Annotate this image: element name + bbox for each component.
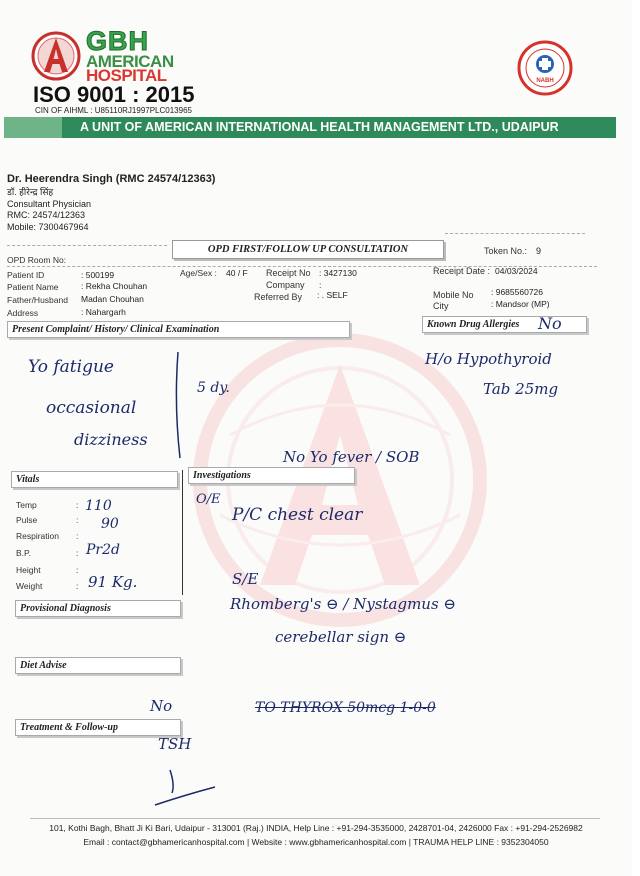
address: : Nahargarh [81,307,126,317]
patient-id-label: Patient ID [7,270,45,280]
vital-pulse-label: Pulse [16,515,38,525]
hw-inv-2: P/C chest clear [232,505,363,525]
doctor-name-hindi: डॉ. हीरेन्द्र सिंह [7,187,54,197]
token-label: Token No.: [484,246,528,256]
hw-complaint-1: Yo fatigue [28,357,114,377]
hw-history-1: H/o Hypothyroid [425,350,552,368]
father-label: Father/Husband [7,295,68,305]
receipt-no-label: Receipt No [266,268,311,278]
brand-american: AMERICAN [86,52,174,71]
hw-weight-value: 91 Kg. [88,573,138,591]
city-label: City [433,301,449,311]
hw-allergy: No [538,314,562,333]
receipt-no: : 3427130 [319,268,357,278]
doctor-name: Dr. Heerendra Singh (RMC 24574/12363) [7,173,216,185]
referred-by: : . SELF [317,290,348,300]
section-treatment: Treatment & Follow-up [15,719,181,736]
nabh-label: NABH [536,78,554,84]
mobile-label: Mobile No [433,290,474,300]
hw-inv-4: Rhomberg's ⊖ / Nystagmus ⊖ [230,595,456,613]
brand-gbh: GBH [86,26,149,56]
mobile-no: : 9685560726 [491,287,543,297]
hw-bp-value: Pr2d [86,542,120,558]
hw-treatment-2: No [150,697,173,715]
hw-complaint-3: dizziness [74,430,148,449]
hw-inv-1: O/E [196,492,221,507]
hw-inv-5: cerebellar sign ⊖ [275,628,407,646]
section-investigations: Investigations [188,467,355,484]
vital-bp-label: B.P. [16,548,31,558]
section-vitals: Vitals [11,471,178,488]
doctor-block [7,187,91,233]
patient-name: : Rekha Chouhan [81,281,148,291]
hw-bracket [168,350,188,460]
hospital-logo-icon [30,30,82,82]
hw-treatment-3: TSH [158,735,192,753]
hw-treatment-1: TO THYROX 50mcg 1-0-0 [255,700,436,716]
referred-label: Referred By [254,292,303,302]
vital-height-label: Height [16,565,41,575]
doctor-mobile: Mobile: 7300467964 [7,221,89,232]
father-name: Madan Chouhan [81,294,144,304]
age-sex: 40 / F [226,268,248,278]
section-allergies: Known Drug Allergies [422,316,587,333]
hw-inv-3: S/E [232,570,259,588]
nabh-seal-icon [517,40,573,96]
footer-contact: Email : contact@gbhamericanhospital.com | Website : www.gbhamericanhospital.com | TRAUMA HELP LINE : 9352304050 [83,837,549,847]
company-label: Company [266,280,305,290]
section-diagnosis: Provisional Diagnosis [15,600,181,617]
age-sex-label: Age/Sex : [180,268,217,278]
patient-id: : 500199 [81,270,115,280]
hw-inv-note: No Yo fever / SOB [283,448,420,466]
hw-duration: 5 dy. [197,380,230,396]
vital-respiration-label: Respiration [16,531,59,541]
header-band-text: A UNIT OF AMERICAN INTERNATIONAL HEALTH MANAGEMENT LTD., UDAIPUR [80,120,559,134]
iso-certification: ISO 9001 : 2015 [33,82,195,107]
doctor-designation: Consultant Physician [7,198,92,209]
hw-signature [150,765,220,810]
hw-complaint-2: occasional [46,398,137,418]
prescription-page: GBH AMERICAN HOSPITAL ISO 9001 : 2015 CIN OF AIHML : U85110RJ1997PLC013965 NABH A UNIT OF AMERICAN INTERNATIONAL HEALTH MANAGEMENT LTD., UDAIPUR Dr. Heerendra Singh (RMC 24574/12363) डॉ. हीरेन्द्र सिंह Consultant Physician RMC: 24574/12363 Mobile: 7300467964 OPD FIRST/FOLLOW UP CONSULTATION OPD Room No: Token No.: 9 Patient ID : 500199 Patient Name : Rekha Chouhan Father/Husband Madan Chouhan Address : Nahargarh Age/Sex : 40 / F Receipt No : 3427130 Company : Referred By : . SELF Receipt Date : 04/03/2024 Mobile No : 9685560726 City : Mandsor (MP) Present Complaint/ History/ Clinical Examination Known Drug Allergies Vitals Investigations Provisional Diagnosis Diet Advise Treatment & Follow-up Temp Pulse Respiration B.P. Height Weight : : : : : : No Yo fatigue occasional dizziness 5 dy. H/o Hypothyroid Tab 25mg No Yo fever / SOB 110 90 Pr2d 91 Kg. O/E P/C chest clear S/E Rhomberg's ⊖ / Nystagmus ⊖ cerebellar sign ⊖ TO THYROX 50mcg 1-0-0 No TSH 101, Kothi Bagh, Bhatt Ji Ki Bari, Udaipur - 313001 (Raj.) INDIA, Help Line : +91-294-3535000, 2428701-04, 2426000 Fax : +91-294-2526982 Email : contact@gbhamericanhospital.com | Website : www.gbhamericanhospital.com | TRAUMA HELP LINE : 9352304050 [0,0,632,876]
receipt-date: 04/03/2024 [495,266,538,276]
company: : [319,280,322,290]
hw-pulse-value-2: 90 [101,516,119,532]
hw-history-2: Tab 25mg [483,380,559,398]
hw-pulse-value: 110 [85,498,112,514]
form-title: OPD FIRST/FOLLOW UP CONSULTATION [172,240,444,259]
vital-weight-label: Weight [16,581,43,591]
address-label: Address [7,308,39,318]
header-band [4,117,616,138]
section-complaint: Present Complaint/ History/ Clinical Examination [7,321,350,338]
receipt-date-label: Receipt Date : [433,266,491,276]
token-value: 9 [536,246,542,256]
vital-temp-label: Temp [16,500,37,510]
patient-name-label: Patient Name [7,282,59,292]
cin-number: CIN OF AIHML : U85110RJ1997PLC013965 [35,106,192,115]
section-diet: Diet Advise [15,657,181,674]
doctor-rmc: RMC: 24574/12363 [7,210,86,220]
brand-hospital: HOSPITAL [86,66,167,85]
city: : Mandsor (MP) [491,299,550,309]
opd-room-label: OPD Room No: [7,255,67,265]
footer-address: 101, Kothi Bagh, Bhatt Ji Ki Bari, Udaipur - 313001 (Raj.) INDIA, Help Line : +91-294-3535000, 2428701-04, 2426000 Fax : +91-294-2526982 [49,823,583,833]
